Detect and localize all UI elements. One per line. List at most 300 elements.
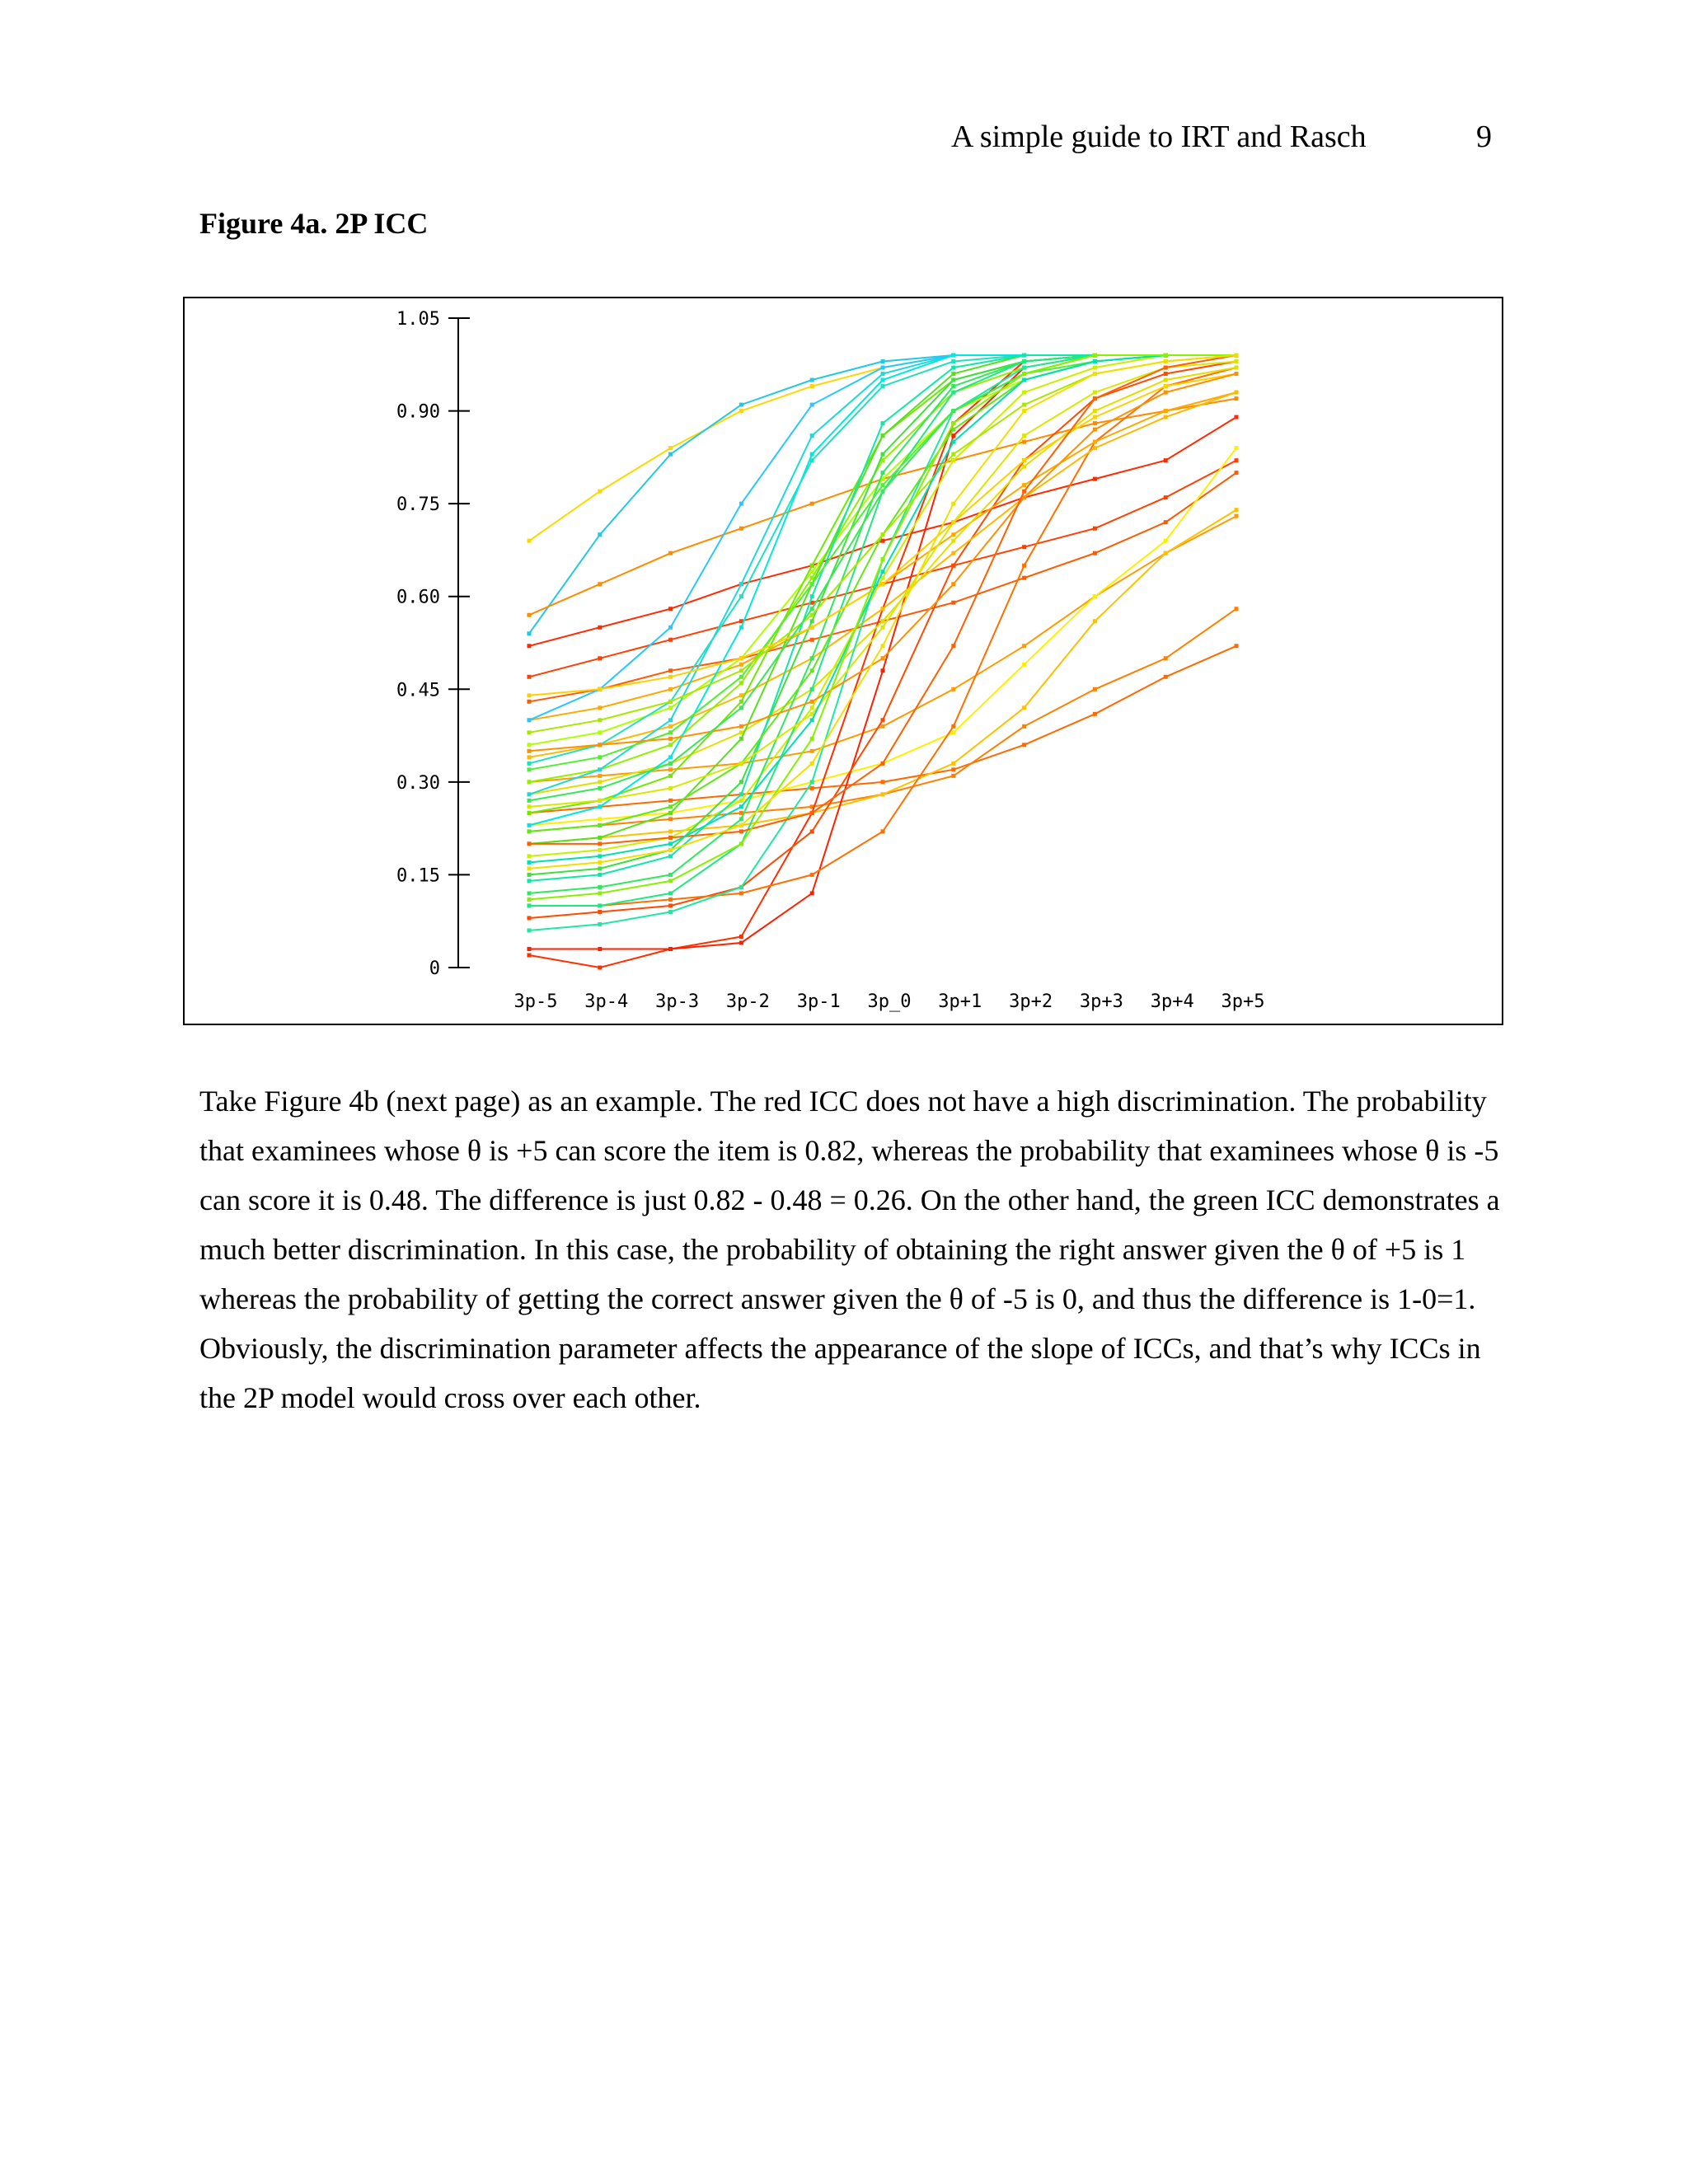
icc-data-point: [881, 626, 885, 630]
icc-data-point: [739, 705, 743, 710]
icc-data-point: [1022, 705, 1026, 710]
icc-data-point: [810, 700, 814, 704]
icc-data-point: [739, 780, 743, 784]
icc-data-point: [951, 458, 955, 462]
icc-data-point: [598, 860, 602, 865]
icc-data-point: [598, 656, 602, 660]
icc-data-point: [1235, 458, 1239, 462]
icc-data-point: [951, 409, 955, 413]
figure-frame: [183, 297, 1503, 1025]
icc-data-point: [1093, 440, 1097, 444]
x-tick-label: 3p-5: [513, 991, 558, 1012]
icc-data-point: [951, 378, 955, 382]
x-tick-label: 3p-2: [725, 991, 770, 1012]
icc-data-point: [739, 885, 743, 889]
y-tick-label: 0: [429, 958, 440, 979]
icc-data-point: [668, 705, 673, 710]
icc-series-line: [529, 368, 1236, 794]
icc-data-point: [810, 384, 814, 388]
icc-data-point: [810, 891, 814, 895]
icc-data-point: [1093, 446, 1097, 450]
x-tick-label: 3p+1: [938, 991, 982, 1012]
icc-data-point: [668, 817, 673, 821]
icc-data-point: [881, 724, 885, 729]
icc-data-point: [739, 823, 743, 827]
icc-data-point: [528, 700, 532, 704]
icc-data-point: [1022, 372, 1026, 376]
icc-data-point: [1164, 551, 1168, 555]
icc-data-point: [951, 384, 955, 388]
icc-series-line: [529, 355, 1236, 968]
icc-data-point: [739, 799, 743, 803]
icc-series-line: [529, 355, 1236, 844]
icc-data-point: [1235, 359, 1239, 363]
icc-data-point: [810, 619, 814, 623]
icc-data-point: [739, 792, 743, 796]
icc-data-point: [739, 675, 743, 679]
icc-data-point: [951, 421, 955, 425]
icc-data-point: [528, 613, 532, 617]
icc-data-point: [951, 539, 955, 543]
icc-data-point: [1164, 378, 1168, 382]
icc-data-point: [810, 564, 814, 568]
icc-data-point: [1164, 354, 1168, 358]
y-tick-label: 0.90: [396, 401, 440, 423]
icc-data-point: [1235, 372, 1239, 376]
icc-data-point: [739, 681, 743, 685]
icc-data-point: [668, 947, 673, 951]
icc-data-point: [668, 737, 673, 741]
icc-data-point: [598, 687, 602, 691]
icc-data-point: [668, 668, 673, 673]
icc-data-point: [598, 804, 602, 808]
icc-data-point: [528, 767, 532, 771]
icc-data-point: [528, 841, 532, 846]
icc-data-point: [1022, 545, 1026, 549]
icc-data-point: [1235, 396, 1239, 401]
icc-data-point: [1235, 514, 1239, 518]
icc-data-point: [528, 953, 532, 957]
icc-data-point: [881, 656, 885, 660]
icc-data-point: [881, 483, 885, 487]
icc-data-point: [528, 860, 532, 865]
icc-data-point: [739, 668, 743, 673]
page-number: 9: [1476, 120, 1492, 154]
icc-data-point: [668, 879, 673, 883]
icc-data-point: [951, 582, 955, 586]
icc-data-point: [739, 626, 743, 630]
icc-data-point: [739, 841, 743, 846]
icc-data-point: [1093, 551, 1097, 555]
icc-data-point: [598, 873, 602, 877]
icc-data-point: [739, 762, 743, 766]
icc-data-point: [951, 502, 955, 506]
icc-data-point: [668, 774, 673, 778]
icc-data-point: [528, 829, 532, 833]
icc-data-point: [951, 440, 955, 444]
icc-data-point: [810, 811, 814, 815]
icc-data-point: [1164, 458, 1168, 462]
icc-data-point: [881, 366, 885, 370]
icc-data-point: [598, 848, 602, 852]
icc-data-point: [1164, 409, 1168, 413]
x-tick-label: 3p+5: [1221, 991, 1265, 1012]
icc-data-point: [951, 532, 955, 537]
icc-data-point: [951, 434, 955, 438]
icc-data-point: [951, 644, 955, 648]
icc-data-point: [810, 873, 814, 877]
icc-data-point: [668, 841, 673, 846]
icc-data-point: [810, 762, 814, 766]
icc-data-point: [668, 638, 673, 642]
icc-data-point: [598, 910, 602, 914]
icc-data-point: [668, 799, 673, 803]
x-tick-label: 3p+4: [1150, 991, 1194, 1012]
x-tick-label: 3p+3: [1079, 991, 1123, 1012]
icc-data-point: [881, 619, 885, 623]
icc-data-point: [528, 879, 532, 883]
icc-data-point: [739, 656, 743, 660]
icc-data-point: [668, 873, 673, 877]
icc-data-point: [951, 774, 955, 778]
icc-data-point: [881, 829, 885, 833]
icc-data-point: [668, 452, 673, 457]
icc-data-point: [598, 786, 602, 790]
icc-data-point: [810, 502, 814, 506]
icc-chart: [185, 298, 1502, 1024]
icc-data-point: [1164, 372, 1168, 376]
icc-data-point: [1022, 663, 1026, 667]
y-tick-label: 0.45: [396, 680, 440, 701]
icc-data-point: [1093, 527, 1097, 531]
icc-data-point: [1093, 687, 1097, 691]
icc-data-point: [1022, 366, 1026, 370]
chart-series-group: [528, 354, 1239, 970]
icc-data-point: [668, 898, 673, 902]
icc-data-point: [1093, 391, 1097, 395]
icc-data-point: [598, 966, 602, 970]
icc-data-point: [881, 644, 885, 648]
y-tick-label: 0.60: [396, 587, 440, 608]
icc-data-point: [528, 891, 532, 895]
icc-data-point: [528, 675, 532, 679]
icc-data-point: [598, 532, 602, 537]
icc-data-point: [881, 372, 885, 376]
icc-data-point: [881, 421, 885, 425]
icc-data-point: [951, 564, 955, 568]
icc-data-point: [598, 780, 602, 784]
icc-data-point: [951, 372, 955, 376]
x-tick-label: 3p-4: [584, 991, 629, 1012]
icc-data-point: [881, 582, 885, 586]
icc-data-point: [1093, 594, 1097, 598]
icc-data-point: [668, 718, 673, 722]
icc-series-line: [529, 448, 1236, 826]
icc-data-point: [598, 490, 602, 494]
icc-data-point: [598, 705, 602, 710]
icc-data-point: [1022, 743, 1026, 747]
icc-data-point: [951, 428, 955, 432]
icc-data-point: [1235, 607, 1239, 611]
icc-data-point: [598, 755, 602, 759]
icc-data-point: [598, 799, 602, 803]
y-tick-label: 0.75: [396, 494, 440, 516]
icc-data-point: [881, 607, 885, 611]
icc-data-point: [528, 749, 532, 753]
icc-data-point: [598, 866, 602, 870]
icc-data-point: [668, 551, 673, 555]
icc-data-point: [1164, 656, 1168, 660]
x-tick-label: 3p_0: [867, 991, 912, 1012]
icc-data-point: [810, 656, 814, 660]
icc-data-point: [598, 885, 602, 889]
icc-data-point: [598, 626, 602, 630]
icc-data-point: [528, 762, 532, 766]
icc-series-line: [529, 417, 1236, 646]
icc-data-point: [881, 792, 885, 796]
body-text: [199, 1076, 1518, 1422]
icc-data-point: [598, 743, 602, 747]
icc-data-point: [810, 829, 814, 833]
icc-data-point: [810, 638, 814, 642]
icc-data-point: [810, 403, 814, 407]
icc-data-point: [739, 582, 743, 586]
icc-data-point: [528, 916, 532, 920]
icc-data-point: [598, 947, 602, 951]
icc-data-point: [598, 817, 602, 821]
icc-data-point: [881, 569, 885, 574]
icc-data-point: [1164, 415, 1168, 419]
icc-data-point: [1022, 434, 1026, 438]
icc-data-point: [528, 873, 532, 877]
icc-data-point: [598, 823, 602, 827]
icc-data-point: [881, 718, 885, 722]
icc-data-point: [1093, 477, 1097, 481]
icc-data-point: [1164, 366, 1168, 370]
icc-data-point: [810, 668, 814, 673]
icc-data-point: [1164, 384, 1168, 388]
icc-data-point: [668, 891, 673, 895]
icc-data-point: [810, 749, 814, 753]
icc-data-point: [881, 780, 885, 784]
icc-data-point: [951, 520, 955, 524]
icc-data-point: [810, 737, 814, 741]
icc-data-point: [1093, 396, 1097, 401]
icc-data-point: [951, 359, 955, 363]
icc-data-point: [739, 502, 743, 506]
icc-data-point: [1022, 403, 1026, 407]
icc-data-point: [739, 891, 743, 895]
icc-data-point: [1093, 372, 1097, 376]
icc-data-point: [1022, 391, 1026, 395]
icc-data-point: [881, 490, 885, 494]
icc-data-point: [528, 718, 532, 722]
x-tick-label: 3p-1: [796, 991, 841, 1012]
icc-data-point: [951, 366, 955, 370]
icc-data-point: [1022, 483, 1026, 487]
body-paragraph: Take Figure 4b (next page) as an example. The red ICC does not have a high discrimination. The probability that examinees whose θ is +5 can score the item is 0.82, whereas the probability that examinees whose θ is -5 can score it is 0.48. The difference is just 0.82 - 0.48 = 0.26. On the other hand, the green ICC demonstrates a much better discrimination. In this case, the probability of obtaining the right answer given the θ of +5 is 1 whereas the probability of getting the correct answer given the θ of -5 is 0, and thus the difference is 1-0=1. Obviously, the discrimination parameter affects the appearance of the slope of ICCs, and that’s why ICCs in the 2P model would cross over each other.: [199, 1085, 1500, 1414]
icc-series-line: [529, 355, 1236, 906]
icc-data-point: [739, 724, 743, 729]
icc-data-point: [1235, 391, 1239, 395]
icc-data-point: [881, 471, 885, 475]
icc-data-point: [668, 811, 673, 815]
icc-data-point: [739, 527, 743, 531]
y-tick-label: 0.30: [396, 772, 440, 794]
icc-data-point: [881, 532, 885, 537]
icc-data-point: [739, 829, 743, 833]
icc-data-point: [1022, 490, 1026, 494]
icc-data-point: [668, 755, 673, 759]
icc-data-point: [810, 718, 814, 722]
icc-data-point: [528, 811, 532, 815]
icc-data-point: [739, 817, 743, 821]
icc-data-point: [598, 767, 602, 771]
icc-data-point: [810, 626, 814, 630]
icc-data-point: [1164, 391, 1168, 395]
icc-data-point: [528, 730, 532, 734]
icc-data-point: [1164, 495, 1168, 499]
icc-data-point: [668, 700, 673, 704]
icc-data-point: [668, 836, 673, 840]
icc-data-point: [528, 823, 532, 827]
icc-data-point: [1235, 508, 1239, 512]
icc-data-point: [739, 409, 743, 413]
icc-data-point: [1022, 465, 1026, 469]
icc-data-point: [528, 866, 532, 870]
icc-data-point: [1093, 359, 1097, 363]
icc-data-point: [739, 403, 743, 407]
icc-data-point: [1022, 458, 1026, 462]
icc-data-point: [951, 762, 955, 766]
icc-data-point: [1022, 576, 1026, 580]
icc-data-point: [951, 551, 955, 555]
icc-data-point: [1235, 354, 1239, 358]
icc-data-point: [951, 354, 955, 358]
icc-data-point: [1093, 366, 1097, 370]
icc-data-point: [810, 613, 814, 617]
figure-caption: Figure 4a. 2P ICC: [199, 207, 429, 240]
icc-data-point: [810, 594, 814, 598]
icc-data-point: [668, 687, 673, 691]
icc-data-point: [810, 687, 814, 691]
icc-data-point: [1022, 564, 1026, 568]
icc-data-point: [739, 935, 743, 939]
icc-data-point: [810, 452, 814, 457]
icc-data-point: [1093, 428, 1097, 432]
x-tick-group: [514, 991, 1265, 1012]
icc-data-point: [739, 594, 743, 598]
icc-data-point: [810, 705, 814, 710]
icc-data-point: [598, 903, 602, 907]
icc-data-point: [810, 569, 814, 574]
icc-data-point: [528, 898, 532, 902]
icc-data-point: [1235, 415, 1239, 419]
icc-data-point: [528, 854, 532, 858]
icc-series-line: [529, 355, 1236, 844]
icc-data-point: [1093, 415, 1097, 419]
icc-data-point: [528, 928, 532, 932]
icc-data-point: [1022, 724, 1026, 729]
icc-data-point: [1164, 359, 1168, 363]
icc-data-point: [951, 687, 955, 691]
icc-data-point: [528, 743, 532, 747]
icc-data-point: [810, 434, 814, 438]
icc-data-point: [881, 434, 885, 438]
icc-data-point: [951, 730, 955, 734]
icc-data-point: [951, 601, 955, 605]
icc-data-point: [739, 693, 743, 697]
icc-data-point: [1235, 471, 1239, 475]
icc-data-point: [668, 829, 673, 833]
icc-series-line: [529, 355, 1236, 634]
icc-data-point: [528, 804, 532, 808]
icc-series-line: [529, 374, 1236, 752]
icc-data-point: [739, 700, 743, 704]
icc-data-point: [668, 724, 673, 729]
icc-data-point: [1093, 409, 1097, 413]
icc-data-point: [598, 841, 602, 846]
icc-data-point: [528, 903, 532, 907]
icc-data-point: [739, 940, 743, 944]
icc-data-point: [598, 891, 602, 895]
icc-data-point: [668, 910, 673, 914]
icc-data-point: [668, 767, 673, 771]
icc-data-point: [668, 607, 673, 611]
icc-data-point: [668, 762, 673, 766]
icc-data-point: [810, 780, 814, 784]
icc-data-point: [528, 792, 532, 796]
icc-data-point: [1093, 354, 1097, 358]
icc-data-point: [1022, 378, 1026, 382]
y-tick-label: 1.05: [396, 309, 440, 330]
icc-data-point: [528, 799, 532, 803]
icc-data-point: [951, 391, 955, 395]
icc-data-point: [881, 762, 885, 766]
icc-data-point: [739, 663, 743, 667]
x-tick-label: 3p-3: [655, 991, 700, 1012]
icc-data-point: [528, 947, 532, 951]
icc-data-point: [598, 854, 602, 858]
icc-data-point: [1164, 675, 1168, 679]
icc-data-point: [881, 359, 885, 363]
icc-data-point: [528, 631, 532, 635]
icc-data-point: [528, 644, 532, 648]
icc-data-point: [598, 582, 602, 586]
icc-data-point: [668, 743, 673, 747]
icc-data-point: [598, 836, 602, 840]
icc-data-point: [951, 452, 955, 457]
y-tick-label: 0.15: [396, 865, 440, 887]
icc-data-point: [881, 384, 885, 388]
icc-data-point: [668, 730, 673, 734]
icc-data-point: [598, 718, 602, 722]
icc-data-point: [668, 804, 673, 808]
icc-data-point: [951, 724, 955, 729]
icc-data-point: [598, 730, 602, 734]
icc-data-point: [528, 780, 532, 784]
icc-data-point: [528, 755, 532, 759]
icc-data-point: [1235, 644, 1239, 648]
icc-data-point: [739, 804, 743, 808]
icc-data-point: [1093, 712, 1097, 716]
icc-data-point: [668, 626, 673, 630]
icc-data-point: [810, 582, 814, 586]
icc-data-point: [528, 693, 532, 697]
icc-data-point: [598, 922, 602, 926]
icc-data-point: [810, 378, 814, 382]
icc-data-point: [1093, 619, 1097, 623]
